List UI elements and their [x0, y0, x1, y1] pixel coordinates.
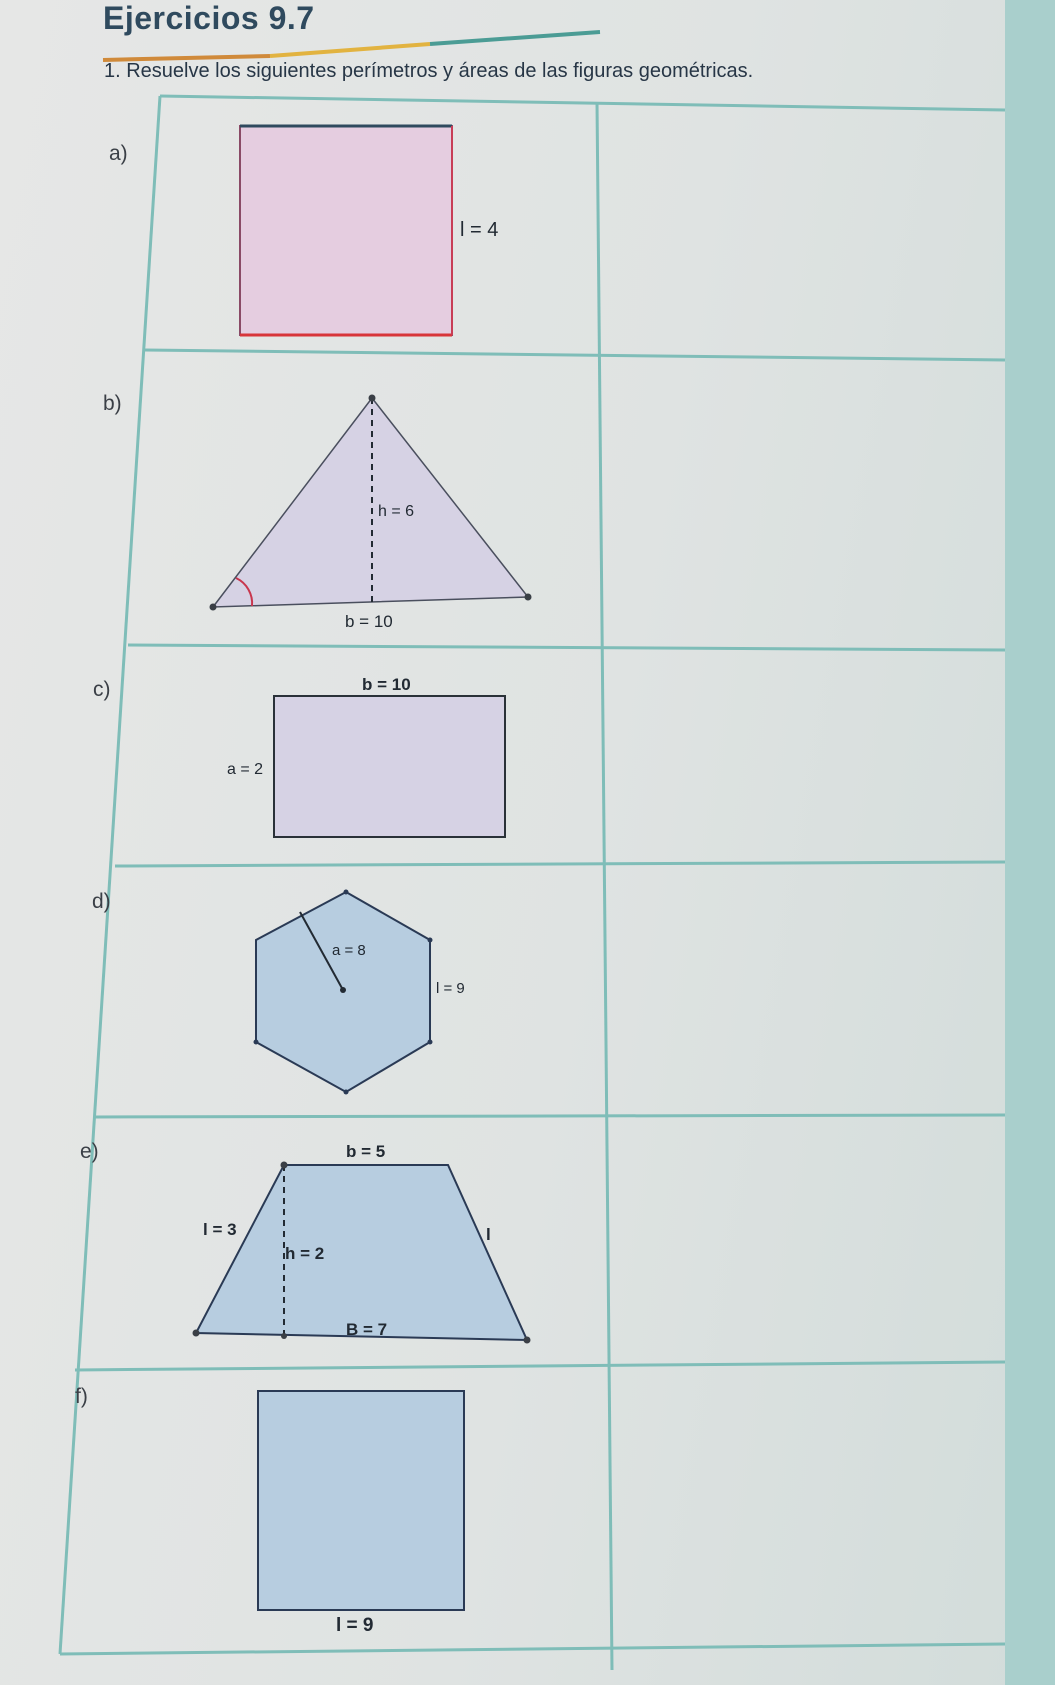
figure-e-vertex	[193, 1330, 200, 1337]
row-divider-5	[75, 1362, 1005, 1370]
left-column-border	[60, 96, 160, 1654]
row-divider-2	[128, 645, 1005, 650]
figure-b-vertex-right	[525, 594, 532, 601]
figure-e-bottom-base-label: B = 7	[346, 1320, 388, 1339]
figure-a-side-label: l = 4	[460, 219, 499, 241]
figure-b-triangle	[213, 398, 528, 607]
figure-c-base-label: b = 10	[362, 675, 411, 694]
figure-e-height-label: h = 2	[285, 1244, 325, 1263]
figure-f-side-label: l = 9	[336, 1615, 374, 1636]
figure-e-vertex	[281, 1333, 287, 1339]
figure-e-right-side-label: l	[486, 1225, 491, 1244]
figure-e-trapezoid	[196, 1165, 527, 1340]
exercise-label-e: e)	[80, 1140, 99, 1163]
table-grid	[60, 96, 1005, 1670]
figure-d-vertex	[428, 938, 433, 943]
exercise-label-f: f)	[75, 1385, 88, 1408]
table-top-border	[160, 96, 1005, 110]
figure-e-vertex	[281, 1162, 288, 1169]
figure-b-vertex-left	[210, 604, 217, 611]
figure-f-square	[258, 1391, 464, 1610]
figure-d-vertex	[428, 1040, 433, 1045]
figure-d-vertex	[344, 890, 349, 895]
exercise-label-a: a)	[109, 142, 128, 165]
row-divider-3	[115, 862, 1005, 866]
figure-d-apothem-label: a = 8	[332, 942, 366, 959]
figure-b-height-label: h = 6	[378, 503, 415, 520]
figure-d-side-label: l = 9	[436, 980, 465, 997]
row-divider-4	[95, 1115, 1005, 1117]
figure-d-vertex	[254, 1040, 259, 1045]
title-underline-yellow	[270, 44, 430, 56]
exercise-label-b: b)	[103, 392, 122, 415]
title-underline-teal	[430, 32, 600, 44]
exercise-label-c: c)	[93, 678, 111, 701]
figure-c-rectangle	[274, 696, 505, 837]
figure-e-top-base-label: b = 5	[346, 1142, 386, 1161]
table-bottom-border	[60, 1644, 1005, 1654]
page-title: Ejercicios 9.7	[103, 0, 315, 36]
figure-d-center-point	[340, 987, 346, 993]
middle-column-border	[597, 102, 612, 1670]
title-underline-orange	[103, 56, 270, 60]
figure-c-height-label: a = 2	[227, 761, 264, 778]
figure-e-left-side-label: l = 3	[203, 1220, 237, 1239]
figure-a-square	[240, 126, 452, 335]
figure-d-vertex	[344, 1090, 349, 1095]
instruction-text: 1. Resuelve los siguientes perímetros y áreas de las figuras geométricas.	[104, 60, 754, 82]
figure-b-vertex-top	[369, 395, 376, 402]
exercise-label-d: d)	[92, 890, 111, 913]
row-divider-1	[145, 350, 1005, 360]
figure-e-vertex	[524, 1337, 531, 1344]
figure-b-base-label: b = 10	[345, 612, 393, 631]
